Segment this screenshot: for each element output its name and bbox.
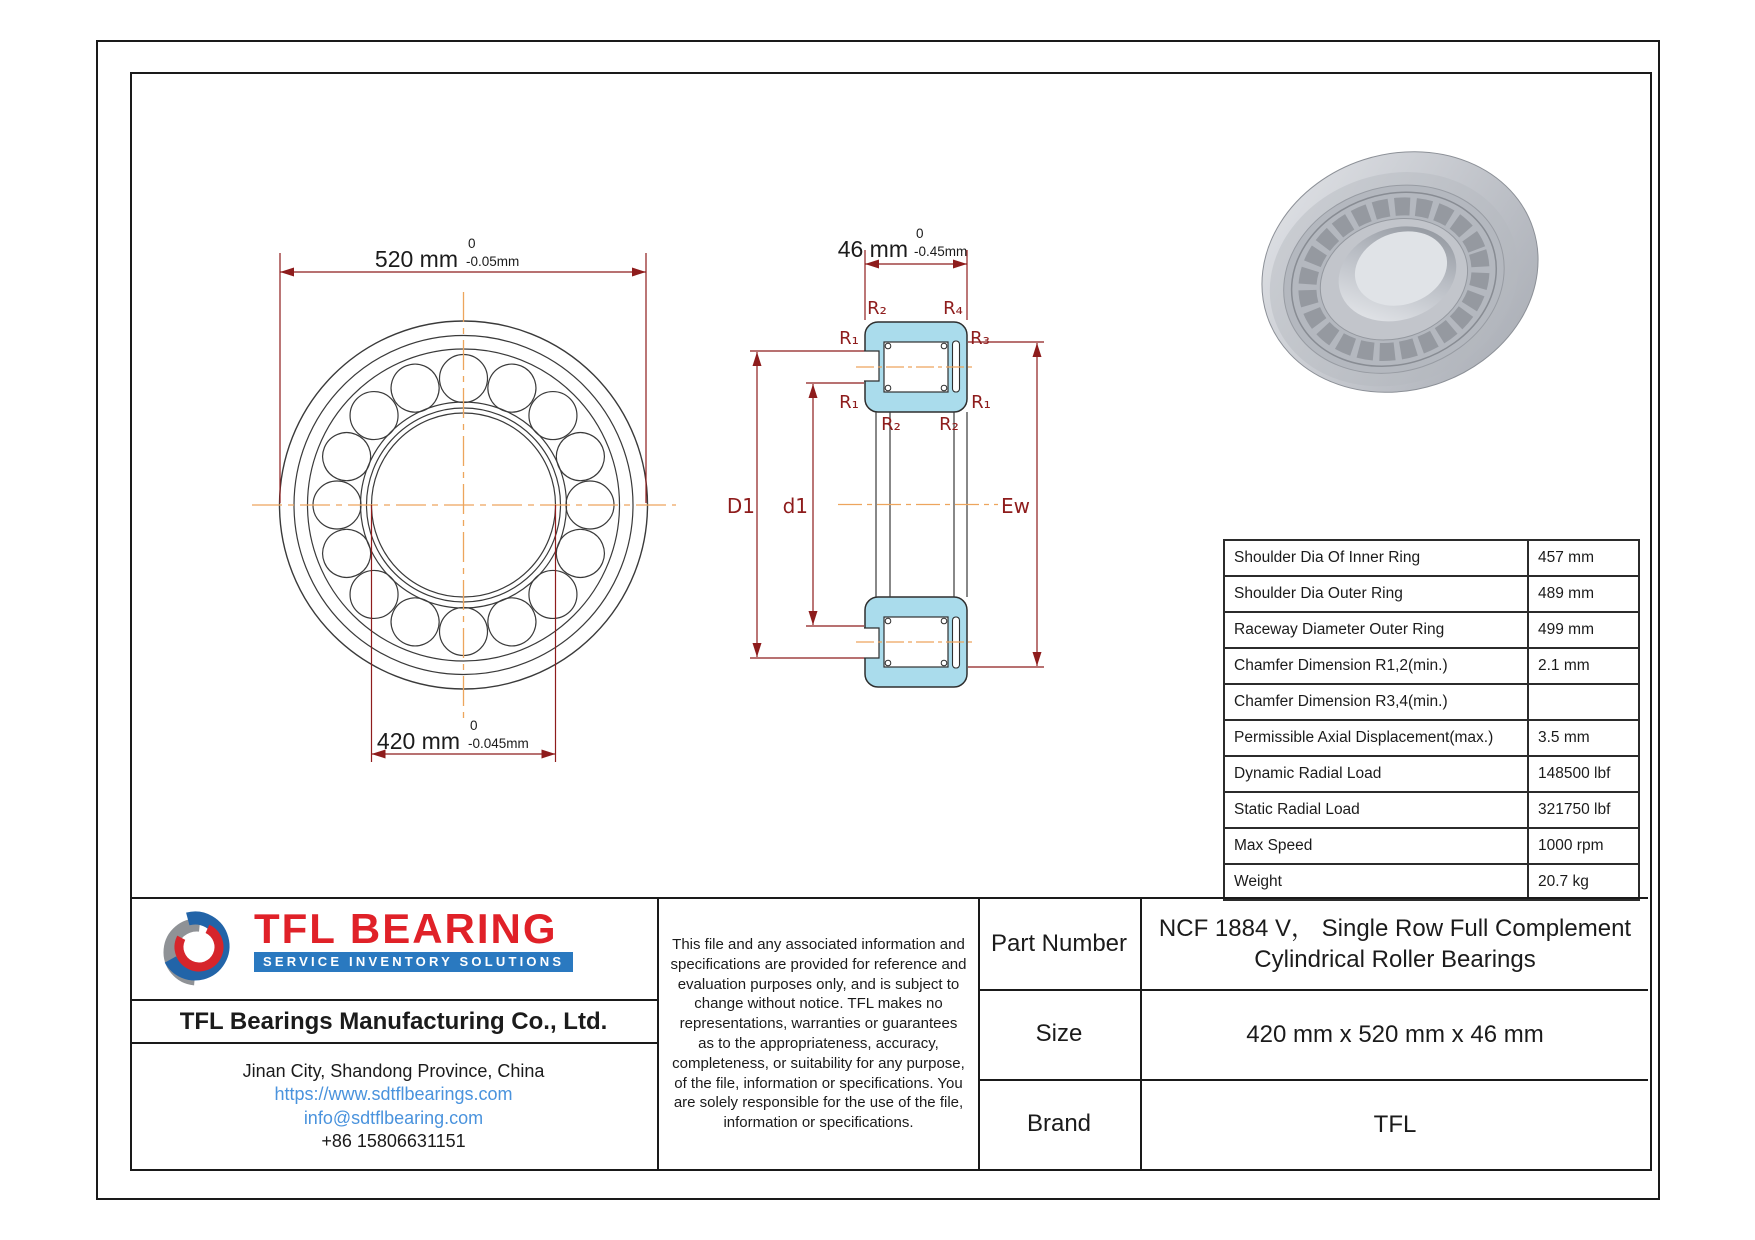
brand-label: Brand: [1026, 1110, 1092, 1137]
label-R2-top-left: R₂: [867, 298, 887, 319]
arrowhead: [753, 643, 762, 657]
spec-value: 321750 lbf: [1528, 792, 1639, 828]
spec-value: 3.5 mm: [1528, 720, 1639, 756]
table-row: [1224, 792, 1639, 828]
part-number-label: Part Number: [990, 930, 1128, 957]
label-R2-bottom-right: R₂: [939, 414, 959, 435]
company-name-box: [130, 1001, 657, 1042]
label-R1-upper-left: R₁: [839, 328, 859, 349]
label-R2-bottom-left: R₂: [881, 414, 901, 435]
size-value: 420 mm x 520 mm x 46 mm: [1246, 1020, 1544, 1048]
table-row: [1224, 864, 1639, 900]
spec-value: 489 mm: [1528, 576, 1639, 612]
dim-420-tol-top: 0: [470, 718, 478, 733]
arrowhead: [542, 750, 556, 759]
title-block: [130, 897, 1648, 1169]
label-R4-top-right: R₄: [943, 298, 963, 319]
dim-46-label: 46 mm: [837, 236, 908, 262]
spec-value: [1528, 684, 1639, 720]
section-view: [838, 322, 998, 687]
tfl-logo-icon: [152, 905, 240, 993]
spec-label: Chamfer Dimension R1,2(min.): [1224, 648, 1528, 684]
bearing-3d-image: [1230, 117, 1569, 428]
spec-value: 1000 rpm: [1528, 828, 1639, 864]
disclaimer-text: This file and any associated information and specifications are provided for reference and evaluation purposes only, and is subject to change without notice. TFL makes no representations, warranties or guarantees as to the appropriateness, accuracy, completeness, or suitability for any purpose, of the file, information or specifications. You are solely responsible for the use of the file, information or specifications.: [670, 936, 967, 1132]
part-number-value: NCF 1884 V， Single Row Full Complement Cylindrical Roller Bearings: [1158, 915, 1632, 973]
front-view: [252, 292, 676, 718]
spec-label: Shoulder Dia Outer Ring: [1224, 576, 1528, 612]
spec-label: Raceway Diameter Outer Ring: [1224, 612, 1528, 648]
company-logo-block: [130, 899, 657, 999]
arrowhead: [809, 611, 818, 625]
table-row: [1224, 684, 1639, 720]
spec-label: Chamfer Dimension R3,4(min.): [1224, 684, 1528, 720]
label-R1-lower-right: R₁: [971, 392, 991, 413]
spec-value: 457 mm: [1528, 540, 1639, 576]
brand-value: TFL: [1373, 1110, 1417, 1138]
dim-46-tol-top: 0: [916, 226, 924, 241]
arrowhead: [953, 260, 967, 269]
table-row: [1224, 648, 1639, 684]
phone-number: +86 15806631151: [321, 1131, 466, 1151]
company-name: TFL Bearings Manufacturing Co., Ltd.: [179, 1007, 608, 1035]
logo-subtitle: SERVICE INVENTORY SOLUTIONS: [254, 952, 573, 972]
spec-value: 148500 lbf: [1528, 756, 1639, 792]
contact-block: [130, 1044, 657, 1169]
label-R3-upper-right: R₃: [970, 328, 990, 349]
table-row: [1224, 756, 1639, 792]
spec-label: Shoulder Dia Of Inner Ring: [1224, 540, 1528, 576]
website-link[interactable]: https://www.sdtflbearings.com: [274, 1084, 513, 1104]
disclaimer-box: [659, 899, 978, 1169]
dim-520-tol-bottom: -0.05mm: [466, 254, 520, 269]
table-row: [1224, 612, 1639, 648]
email-link[interactable]: info@sdtflbearing.com: [303, 1107, 484, 1128]
label-R1-lower-left: R₁: [839, 392, 859, 413]
table-row: [1224, 576, 1639, 612]
size-label: Size: [1035, 1020, 1083, 1047]
label-Ew: Ew: [1001, 494, 1030, 518]
spec-table: [1223, 539, 1640, 901]
table-row: [1224, 720, 1639, 756]
arrowhead: [1033, 652, 1042, 666]
spec-value: 20.7 kg: [1528, 864, 1639, 900]
dim-420-label: 420 mm: [376, 728, 460, 754]
table-row: [1224, 540, 1639, 576]
logo-title: TFL BEARING: [254, 905, 558, 952]
spec-label: Dynamic Radial Load: [1224, 756, 1528, 792]
company-address: Jinan City, Shandong Province, China: [242, 1060, 545, 1081]
spec-label: Max Speed: [1224, 828, 1528, 864]
spec-value: 2.1 mm: [1528, 648, 1639, 684]
arrowhead: [809, 384, 818, 398]
arrowhead: [280, 268, 294, 277]
label-d1: d1: [782, 494, 808, 518]
spec-label: Permissible Axial Displacement(max.): [1224, 720, 1528, 756]
arrowhead: [753, 352, 762, 366]
dim-520-tol-top: 0: [468, 236, 476, 251]
dim-420-tol-bottom: -0.045mm: [468, 736, 529, 751]
arrowhead: [1033, 343, 1042, 357]
arrowhead: [632, 268, 646, 277]
table-row: [1224, 828, 1639, 864]
spec-label: Weight: [1224, 864, 1528, 900]
dim-46-tol-bottom: -0.45mm: [914, 244, 968, 259]
dim-520-label: 520 mm: [374, 246, 458, 272]
spec-label: Static Radial Load: [1224, 792, 1528, 828]
spec-value: 499 mm: [1528, 612, 1639, 648]
label-D1: D1: [726, 494, 755, 518]
